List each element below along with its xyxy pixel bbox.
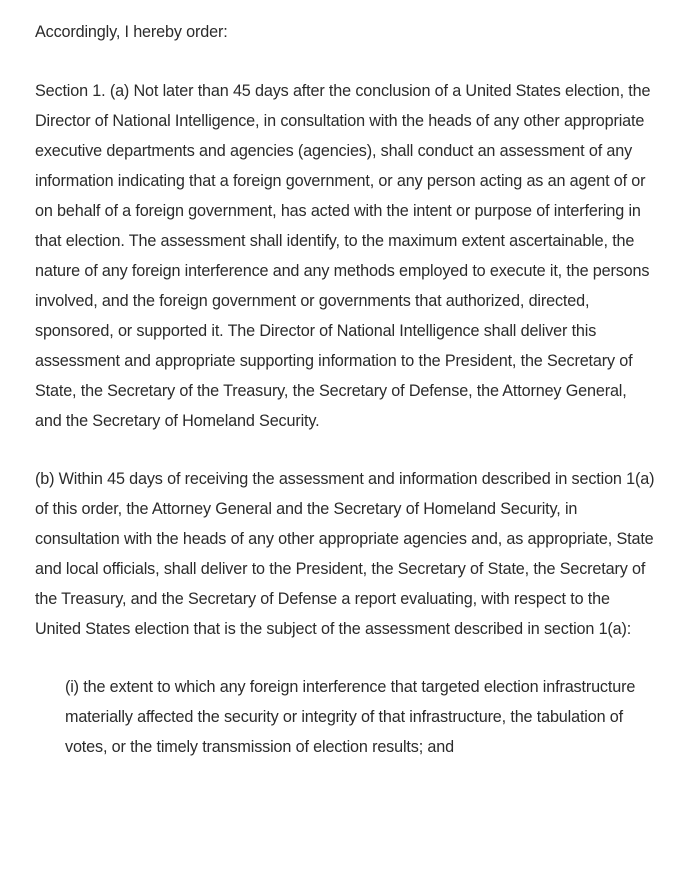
intro-paragraph: Accordingly, I hereby order: (35, 23, 228, 41)
document-body (35, 17, 655, 790)
section-1a-paragraph: Section 1. (a) Not later than 45 days after the conclusion of a United States election, the Director of National Intelligence, in consultation with the heads of any other appropriate executive departments and agencies (agencies), shall conduct an assessment of any information indicating that a foreign government, or any person acting as an agent of or on behalf of a foreign government, has acted with the intent or purpose of interfering in that election. The assessment shall identify, to the maximum extent ascertainable, the nature of any foreign interference and any methods employed to execute it, the persons involved, and the foreign government or governments that authorized, directed, sponsored, or supported it. The Director of National Intelligence shall deliver this assessment and appropriate supporting information to the President, the Secretary of State, the Secretary of the Treasury, the Secretary of Defense, the Attorney General, and the Secretary of Homeland Security. (35, 82, 651, 430)
section-1b-paragraph: (b) Within 45 days of receiving the assessment and information described in section 1(a) of this order, the Attorney General and the Secretary of Homeland Security, in consultation with the heads of any other appropriate agencies and, as appropriate, State and local officials, shall deliver to the President, the Secretary of State, the Secretary of the Treasury, and the Secretary of Defense a report evaluating, with respect to the United States election that is the subject of the assessment described in section 1(a): (35, 470, 655, 638)
section-1b-i-paragraph: (i) the extent to which any foreign interference that targeted election infrastructure materially affected the security or integrity of that infrastructure, the tabulation of votes, or the timely transmission of election results; and (65, 678, 636, 756)
